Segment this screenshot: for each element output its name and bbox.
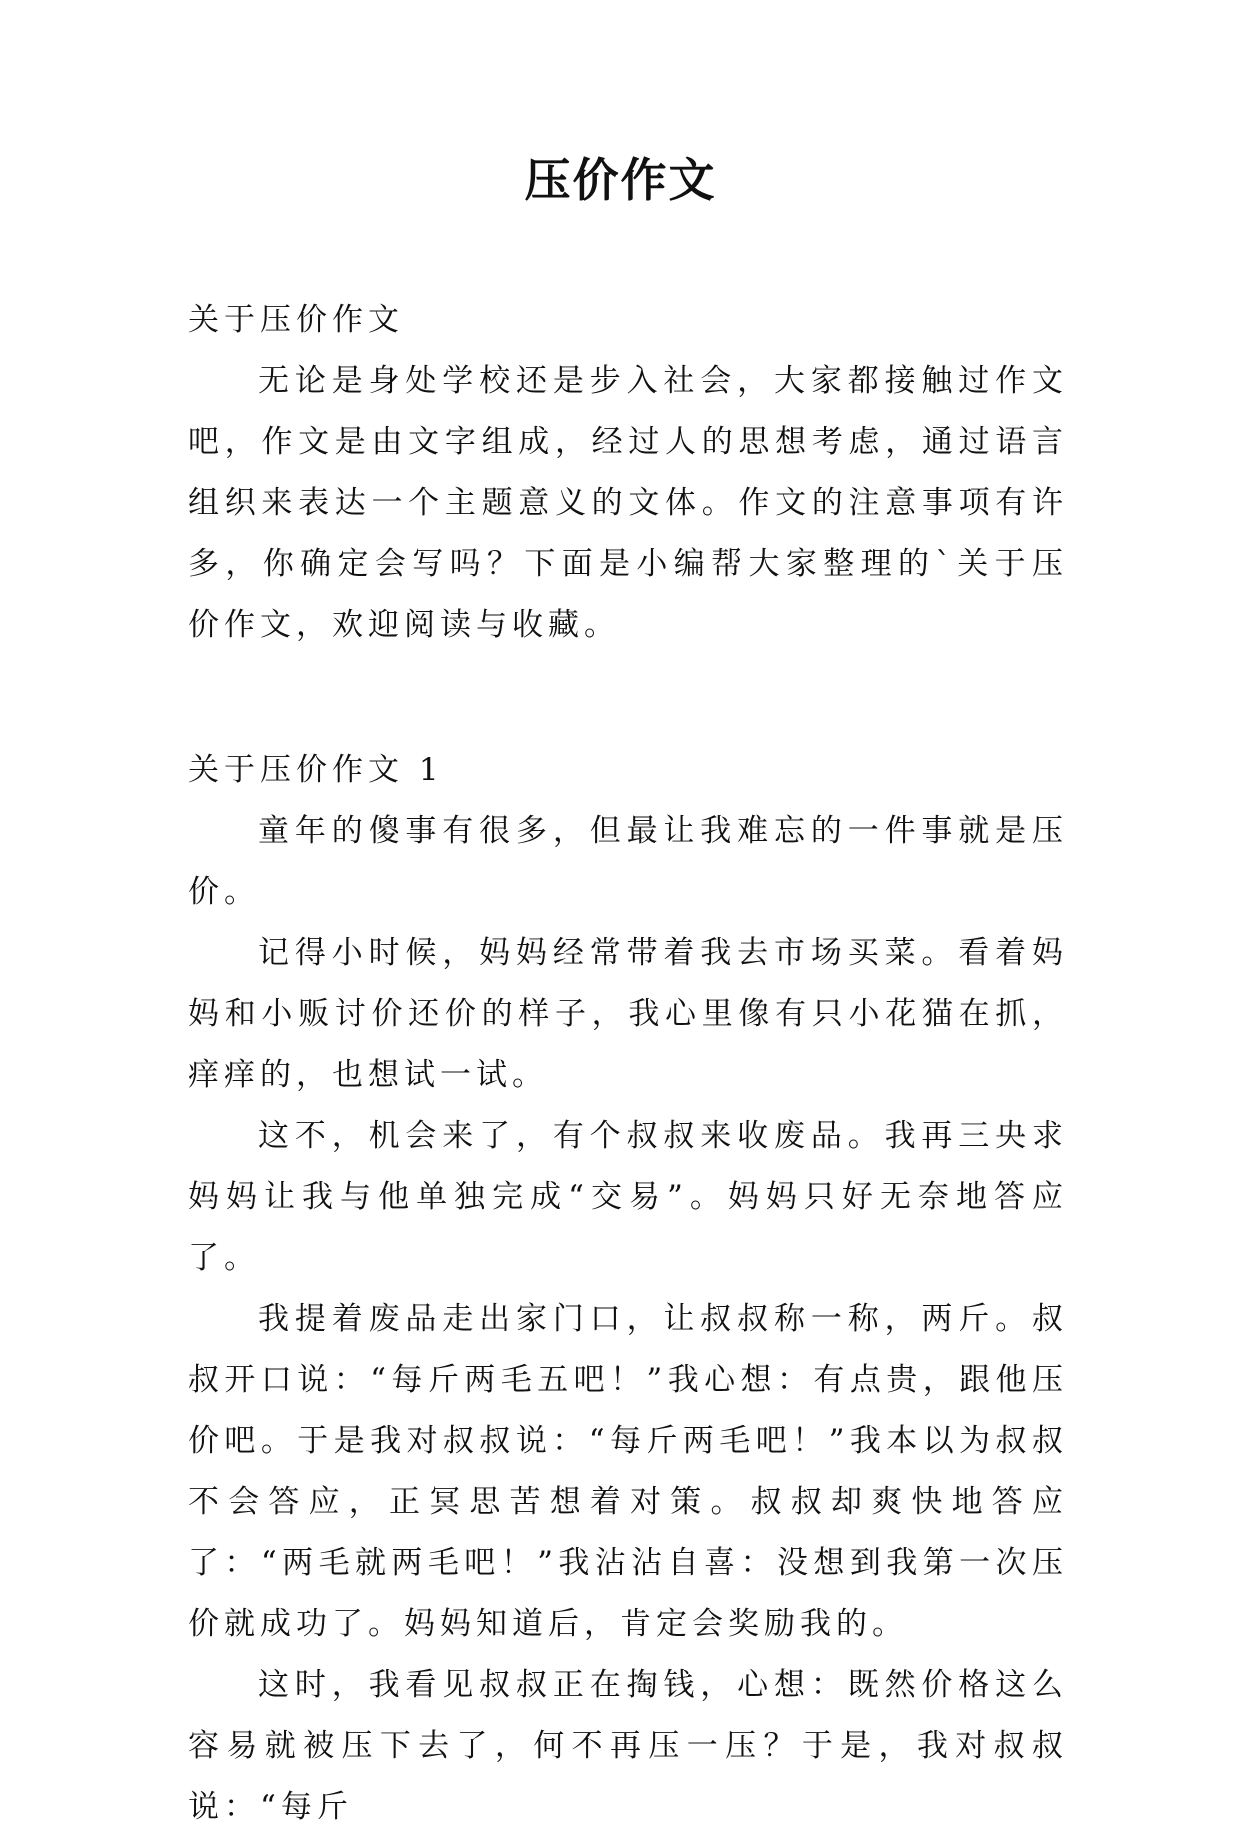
document-title: 压价作文 <box>524 153 717 207</box>
section1-paragraph-1: 童年的傻事有很多，但最让我难忘的一件事就是压价。 <box>188 813 1068 910</box>
section1-paragraph-5: 这时，我看见叔叔正在掏钱，心想：既然价格这么容易就被压下去了，何不再压一压？于是，我对叔叔说：“每斤 <box>188 1667 1068 1825</box>
section1-paragraph-2: 记得小时候，妈妈经常带着我去市场买菜。看着妈妈和小贩讨价还价的样子，我心里像有只小花猫在抓，痒痒的，也想试一试。 <box>188 935 1068 1093</box>
section1-paragraph-3: 这不，机会来了，有个叔叔来收废品。我再三央求妈妈让我与他单独完成“交易”。妈妈只好无奈地答应了。 <box>188 1118 1068 1276</box>
intro-paragraph: 无论是身处学校还是步入社会，大家都接触过作文吧，作文是由文字组成，经过人的思想考虑，通过语言组织来表达一个主题意义的文体。作文的注意事项有许多，你确定会写吗？下面是小编帮大家整理的`关于压价作文，欢迎阅读与收藏。 <box>188 363 1068 643</box>
intro-heading: 关于压价作文 <box>188 302 404 338</box>
section1-paragraph-4: 我提着废品走出家门口，让叔叔称一称，两斤。叔叔开口说：“每斤两毛五吧！”我心想：有点贵，跟他压价吧。于是我对叔叔说：“每斤两毛吧！”我本以为叔叔不会答应，正冥思苦想着对策。叔叔却爽快地答应了：“两毛就两毛吧！”我沾沾自喜：没想到我第一次压价就成功了。妈妈知道后，肯定会奖励我的。 <box>188 1301 1068 1642</box>
document-body <box>188 290 1068 1838</box>
section1-heading: 关于压价作文 1 <box>188 752 444 788</box>
section-spacer <box>188 656 1068 740</box>
